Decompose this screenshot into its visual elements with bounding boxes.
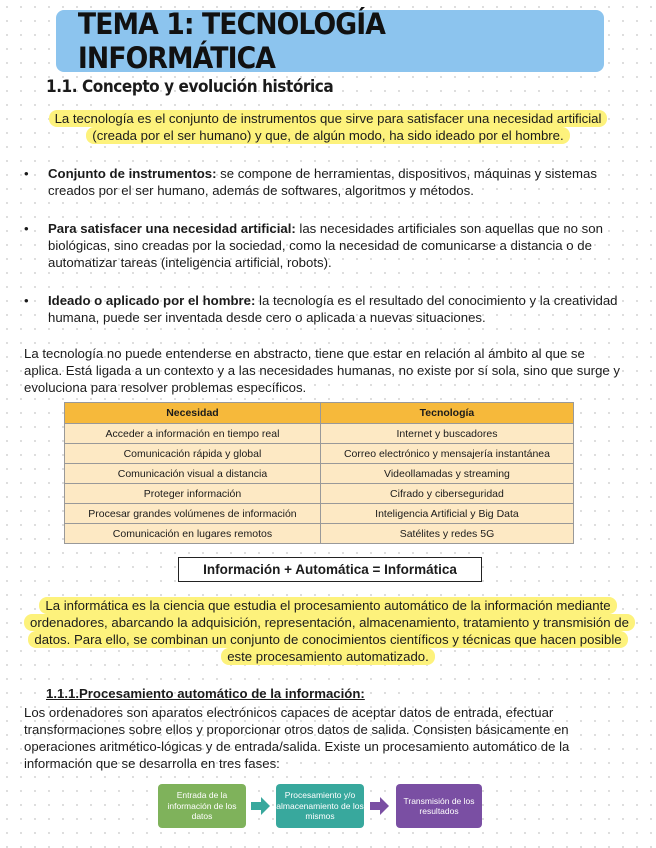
processing-paragraph: Los ordenadores son aparatos electrónicos capaces de aceptar datos de entrada, efectuar transformaciones sobre ellos y proporcionar otros datos de salida. Consisten básicamente en operaciones aritmético-lógicas y de entrada/salida. Existe un procesamiento automático de la información que se desarrolla en tres fases: <box>24 705 570 771</box>
bullet-text: se compone de herramientas, dispositivos, máquinas y sistemas creados por el ser humano, además de softwares, algoritmos y métodos. <box>48 166 597 198</box>
arrow-right-icon <box>370 796 390 816</box>
table-row <box>65 524 574 544</box>
section-title: 1.1. Concepto y evolución histórica <box>46 77 334 97</box>
context-paragraph: La tecnología no puede entenderse en abstracto, tiene que estar en relación al ámbito al que se aplica. Está ligada a un contexto y a las necesidades humanas, no existe por sí sola, sino que surge y evoluciona para resolver problemas específicos. <box>24 346 620 395</box>
table-cell: Videollamadas y streaming <box>320 464 573 484</box>
table-cell: Correo electrónico y mensajería instantánea <box>320 444 573 464</box>
phase-label: Entrada de la información de los datos <box>167 790 237 822</box>
table-header-cell: Necesidad <box>65 403 321 424</box>
arrow-right-icon <box>251 796 271 816</box>
table-row <box>65 504 574 524</box>
phase-output-box <box>396 784 482 828</box>
table-cell: Procesar grandes volúmenes de información <box>65 504 321 524</box>
bullet-item <box>24 292 624 326</box>
definition-text: La tecnología es el conjunto de instrumentos que sirve para satisfacer una necesidad artificial (creada por el ser humano) y que, de algún modo, ha sido ideado por el hombre. <box>49 110 608 144</box>
informatica-text: La informática es la ciencia que estudia el procesamiento automático de la información mediante ordenadores, abarcando la adquisición, representación, almacenamiento, tratamiento y transmisión de datos. Para ello, se combinan un conjunto de conocimientos científicos y técnicas que hacen posible este procesamiento automatizado. <box>24 597 635 665</box>
table-cell: Cifrado y ciberseguridad <box>320 484 573 504</box>
bullet-dot-icon: • <box>24 221 29 236</box>
table-header-row <box>65 403 574 424</box>
table-cell: Comunicación visual a distancia <box>65 464 321 484</box>
bullet-text: las necesidades artificiales son aquellas que no son biológicas, sino creadas por la sociedad, como la necesidad de comunicarse a distancia o de automatizar tareas (inteligencia artificial, robots). <box>48 221 603 270</box>
subsection-title: 1.1.1.Procesamiento automático de la información: <box>46 686 365 701</box>
bullet-term: Para satisfacer una necesidad artificial: <box>48 221 296 236</box>
definition-paragraph <box>30 110 626 144</box>
formula-box: Información + Automática = Informática <box>178 557 482 582</box>
phase-processing-box <box>276 784 364 828</box>
bullet-item <box>24 165 624 199</box>
informatica-paragraph <box>24 597 632 665</box>
table-cell: Comunicación rápida y global <box>65 444 321 464</box>
bullet-item <box>24 220 624 271</box>
table-cell: Inteligencia Artificial y Big Data <box>320 504 573 524</box>
bullet-dot-icon: • <box>24 293 29 308</box>
bullet-term: Conjunto de instrumentos: <box>48 166 217 181</box>
table-row <box>65 424 574 444</box>
table-cell: Acceder a información en tiempo real <box>65 424 321 444</box>
title-banner <box>56 7 604 75</box>
table-row <box>65 484 574 504</box>
table-cell: Internet y buscadores <box>320 424 573 444</box>
table-row <box>65 464 574 484</box>
table-cell: Satélites y redes 5G <box>320 524 573 544</box>
bullet-term: Ideado o aplicado por el hombre: <box>48 293 256 308</box>
phase-label: Transmisión de los resultados <box>403 795 475 816</box>
table-header-cell: Tecnología <box>320 403 573 424</box>
bullet-dot-icon: • <box>24 166 29 181</box>
table-cell: Comunicación en lugares remotos <box>65 524 321 544</box>
phase-input-box <box>158 784 246 828</box>
page-title: TEMA 1: TECNOLOGÍA INFORMÁTICA <box>77 7 386 75</box>
needs-technology-table <box>64 402 574 544</box>
table-row <box>65 444 574 464</box>
table-cell: Proteger información <box>65 484 321 504</box>
bullet-text: la tecnología es el resultado del conocimiento y la creatividad humana, puede ser inventada desde cero o aplicada a nuevas situaciones. <box>48 293 618 325</box>
phase-label: Procesamiento y/o almacenamiento de los mismos <box>276 790 364 822</box>
